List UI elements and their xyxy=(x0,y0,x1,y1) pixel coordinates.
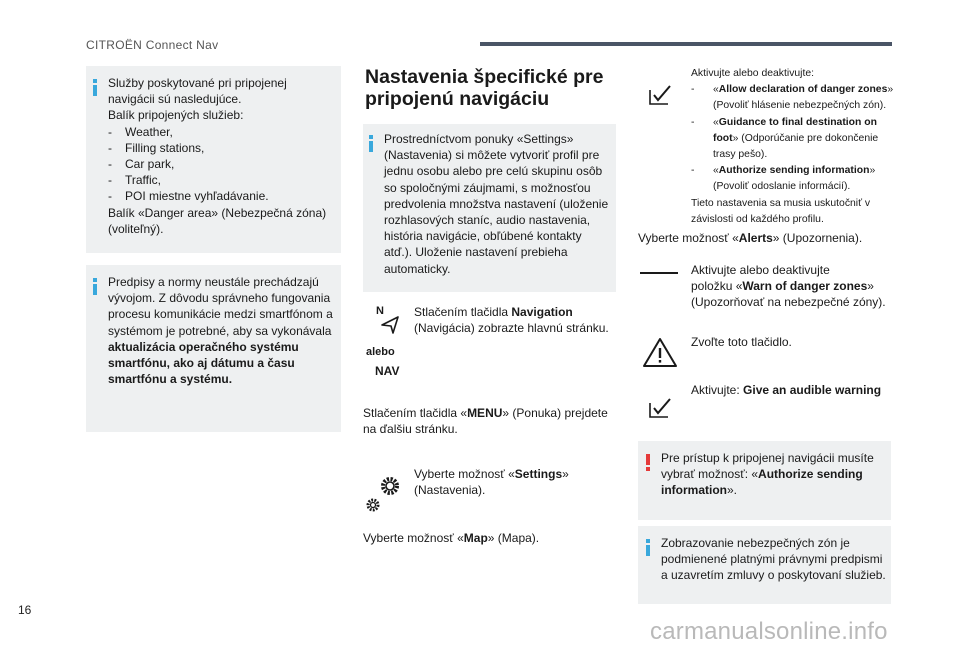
danger-zones-instruction: Aktivujte alebo deaktivujte položku «Warn of danger zones» (Upozorňovať na nebezpečné zóny). xyxy=(691,263,886,310)
info-icon xyxy=(369,135,373,152)
navigation-icon xyxy=(374,305,404,335)
checkbox-checked-icon xyxy=(648,84,672,106)
info-icon xyxy=(93,278,97,295)
checkbox-checked-icon xyxy=(648,397,672,419)
legal-text: Zobrazovanie nebezpečných zón je podmienené platnými právnymi predpismi a uzavretím zmluvy o poskytovaní služieb. xyxy=(661,536,886,583)
warning-icon xyxy=(646,454,650,471)
menu-instruction: Stlačením tlačidla «MENU» (Ponuka) prejdete na ďalšiu stránku. xyxy=(363,406,608,437)
page-number: 16 xyxy=(18,603,32,617)
warning-text: Pre prístup k pripojenej navigácii musíte vybrať možnosť: «Authorize sending information». xyxy=(661,451,874,498)
map-instruction: Vyberte možnosť «Map» (Mapa). xyxy=(363,531,540,545)
connected-options-list: Aktivujte alebo deaktivujte: - «Allow declaration of danger zones» (Povoliť hlásenie nebezpečných zón). - «Guidance to final destination on foot» (Odporúčanie pre dokončenie trasy pešo). - «Authorize sending information» (Povoliť odoslanie informácií). Tieto nastavenia sa musia uskutočniť v závislosti od každého profilu. xyxy=(691,68,894,225)
alerts-instruction: Vyberte možnosť «Alerts» (Upozornenia). xyxy=(638,231,863,245)
header-bar xyxy=(480,42,892,46)
navigation-instruction: Stlačením tlačidla Navigation (Navigácia) zobrazte hlavnú stránku. xyxy=(414,305,609,336)
watermark: carmanualsonline.info xyxy=(650,618,888,645)
nav-letter: N xyxy=(376,305,384,317)
section-title: Nastavenia špecifické pre pripojenú navigáciu xyxy=(365,66,604,110)
info-icon xyxy=(646,539,650,556)
toggle-line-icon xyxy=(640,272,678,274)
nav-button-label: NAV xyxy=(375,364,400,378)
alebo-label: alebo xyxy=(366,346,395,358)
regulations-text: Predpisy a normy neustále prechádzajú vývojom. Z dôvodu správneho fungovania procesu komunikácie medzi smartfónom a systémom je potrebné, aby sa vykonávala aktualizácia operačného systému smartfónu, ako aj dátumu a času smartfónu a systému. xyxy=(108,275,333,387)
audible-warning-instruction: Aktivujte: Give an audible warning xyxy=(691,383,882,397)
choose-button-instruction: Zvoľte toto tlačidlo. xyxy=(691,335,792,349)
settings-gears-icon xyxy=(364,470,412,518)
warning-triangle-icon xyxy=(642,336,678,368)
settings-info-text: Prostredníctvom ponuky «Settings» (Nastavenia) si môžete vytvoriť profil pre jednu osobu alebo pre celú skupinu osôb so spoločnými záujmami, s možnosťou predvolenia množstva nastavení (uloženie rozhlasových staníc, audio nastavenia, história navigácie, obľúbené kontakty atď.). Uloženie nastavení prebieha automaticky. xyxy=(384,132,609,276)
settings-instruction: Vyberte možnosť «Settings» (Nastavenia). xyxy=(414,467,569,498)
info-icon xyxy=(93,79,97,96)
navigation-arrow-icon xyxy=(374,305,404,335)
header-title: CITROËN Connect Nav xyxy=(86,38,219,52)
services-text: Služby poskytované pri pripojenej navigácii sú nasledujúce. Balík pripojených služieb: - Weather, - Filling stations, - Car park, - Traffic, - POI miestne vyhľadávanie. Balík «Danger area» (Nebezpečná zóna) (voliteľný). xyxy=(108,76,327,236)
